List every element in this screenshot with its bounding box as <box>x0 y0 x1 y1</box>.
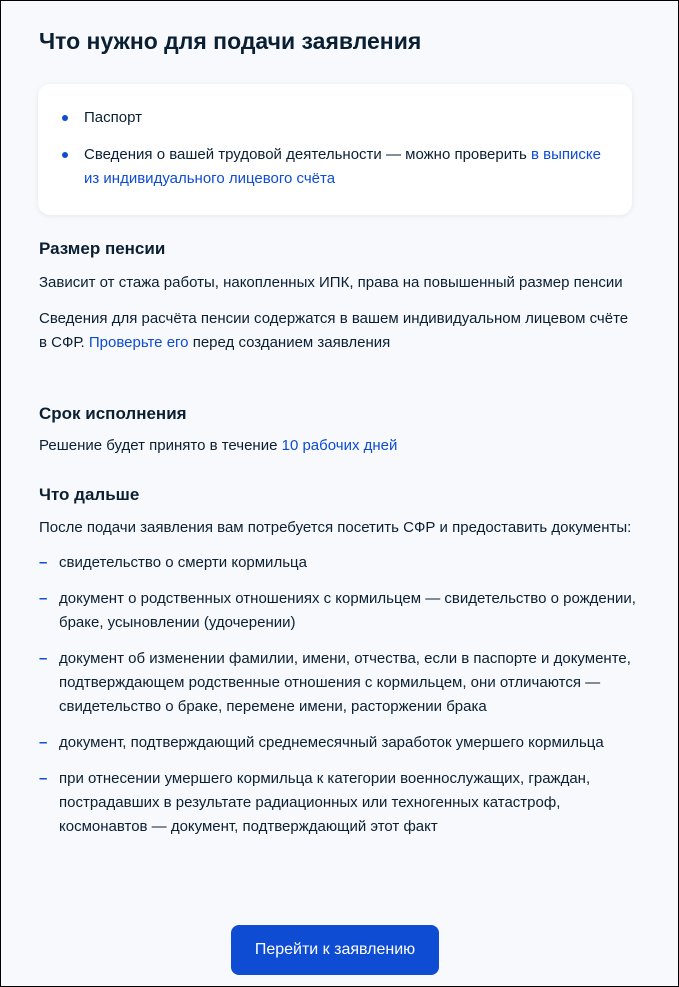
list-item-text: документ, подтверждающий среднемесячный заработок умершего кормильца <box>59 734 604 751</box>
section-title: Размер пенсии <box>39 239 166 258</box>
list-item-work-history <box>62 143 608 191</box>
list-item <box>39 551 639 575</box>
list-item-text: Паспорт <box>84 109 142 126</box>
list-item-text: при отнесении умершего кормильца к категории военнослужащих, граждан, пострадавших в результате радиационных или техногенных катастроф, космонавтов — документ, подтверждающий этот факт <box>59 770 591 835</box>
list-item <box>39 647 639 719</box>
list-item-text: документ об изменении фамилии, имени, отчества, если в паспорте и документе, подтверждающем родственные отношения с кормильцем, они отличаются — свидетельство о браке, перемене имени, расторжении брака <box>59 650 631 715</box>
list-item-passport <box>62 106 608 130</box>
dash-icon: – <box>39 734 48 751</box>
pension-amount-section <box>39 237 639 355</box>
list-item-text: документ о родственных отношениях с кормильцем — свидетельство о рождении, браке, усыновлении (удочерении) <box>59 590 636 631</box>
deadline-text: Решение будет принято в течение 10 рабочих дней <box>39 437 398 454</box>
list-item-text: Сведения о вашей трудовой деятельности — можно проверить <box>84 146 531 163</box>
bullet-icon <box>62 115 68 121</box>
required-documents-list <box>62 106 608 191</box>
page-title: Что нужно для подачи заявления <box>39 28 422 54</box>
dash-icon: – <box>39 770 48 787</box>
pension-account-info: Сведения для расчёта пенсии содержатся в вашем индивидуальном лицевом счёте в СФР. Проверьте его перед созданием заявления <box>39 310 629 351</box>
dash-icon: – <box>39 554 48 571</box>
account-statement-link[interactable]: в выписке из индивидуального лицевого счёта <box>84 146 601 187</box>
list-item-text: свидетельство о смерти кормильца <box>59 554 307 571</box>
next-steps-intro: После подачи заявления вам потребуется посетить СФР и предоставить документы: <box>39 519 632 536</box>
list-item <box>39 587 639 635</box>
dash-icon: – <box>39 650 48 667</box>
deadline-section <box>39 402 639 458</box>
working-days-link[interactable]: 10 рабочих дней <box>281 437 398 454</box>
check-account-link[interactable]: Проверьте его <box>88 334 189 351</box>
section-title: Срок исполнения <box>39 404 187 423</box>
dash-icon: – <box>39 590 48 607</box>
section-title: Что дальше <box>39 485 140 504</box>
next-steps-section <box>39 483 639 839</box>
pension-description: Зависит от стажа работы, накопленных ИПК, права на повышенный размер пенсии <box>39 274 623 291</box>
bullet-icon <box>62 152 68 158</box>
go-to-application-button[interactable]: Перейти к заявлению <box>231 925 439 975</box>
list-item <box>39 731 639 755</box>
list-item <box>39 767 639 839</box>
required-documents-card <box>38 84 632 215</box>
next-steps-list <box>39 551 639 839</box>
